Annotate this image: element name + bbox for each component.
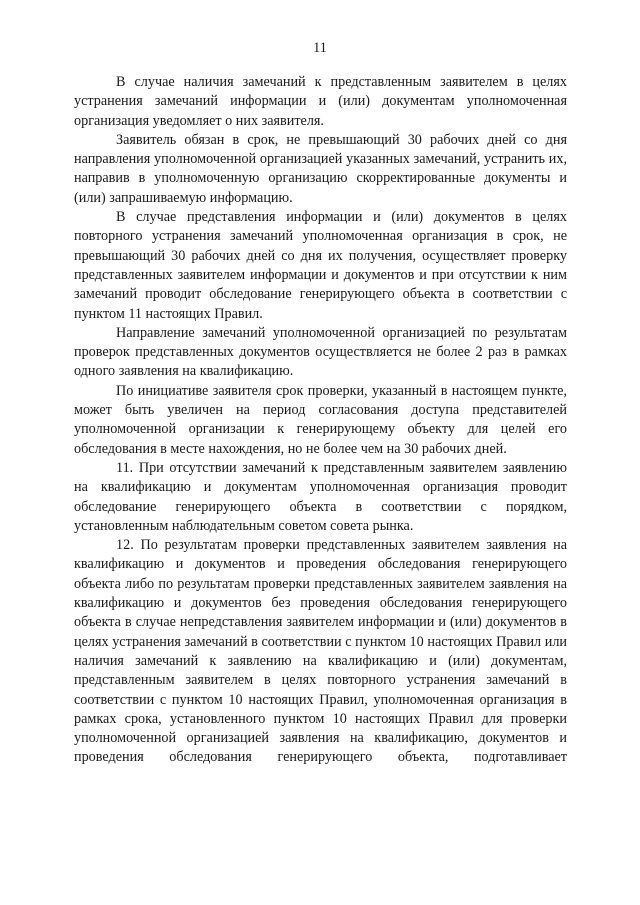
document-body bbox=[74, 73, 567, 768]
paragraph-remarks-limit: Направление замечаний уполномоченной организацией по результатам проверок представленных документов осуществляется не более 2 раз в рамках одного заявления на квалификацию. bbox=[74, 324, 567, 380]
paragraph-repeat-submission: В случае представления информации и (или) документов в целях повторного устранения замечаний уполномоченная организация в срок, не превышающий 30 рабочих дней со дня их получения, осуществляет проверку представленных заявителем информации и документов и при отсутствии к ним замечаний проводит обследование генерирующего объекта в соответствии с пунктом 11 настоящих Правил. bbox=[74, 209, 567, 322]
paragraph-term-extension: По инициативе заявителя срок проверки, указанный в настоящем пункте, может быть увеличен на период согласования доступа представителей уполномоченной организации к генерирующему объекту для целей его обследования в месте нахождения, но не более чем на 30 рабочих дней. bbox=[74, 382, 567, 457]
paragraph-clause-11: 11. При отсутствии замечаний к представленным заявителем заявлению на квалификацию и документам уполномоченная организация проводит обследование генерирующего объекта в соответствии с порядком, установленным наблюдательным советом совета рынка. bbox=[74, 459, 567, 534]
page-number: 11 bbox=[313, 40, 327, 56]
paragraph-applicant-obligation: Заявитель обязан в срок, не превышающий 30 рабочих дней со дня направления уполномоченной организацией указанных замечаний, устранить их, направив в уполномоченную организацию скорректированные документы и (или) запрашиваемую информацию. bbox=[74, 131, 567, 206]
paragraph-notice-of-remarks: В случае наличия замечаний к представленным заявителем в целях устранения замечаний информации и (или) документам уполномоченная организация уведомляет о них заявителя. bbox=[74, 74, 567, 129]
paragraph-clause-12: 12. По результатам проверки представленных заявителем заявления на квалификацию и документов и проведения обследования генерирующего объекта либо по результатам проверки представленных заявителем заявления на квалификацию и документов без проведения обследования генерирующего объекта в случае непредставления заявителем информации и (или) документов в целях устранения замечаний в соответствии с пунктом 10 настоящих Правил или наличия замечаний к заявлению на квалификацию и (или) документам, представленным заявителем в целях повторного устранения замечаний в соответствии с пунктом 10 настоящих Правил, уполномоченная организация в рамках срока, установленного пунктом 10 настоящих Правил для проверки уполномоченной организацией заявления на квалификацию, документов и проведения обследования генерирующего объекта, подготавливает bbox=[74, 537, 567, 766]
